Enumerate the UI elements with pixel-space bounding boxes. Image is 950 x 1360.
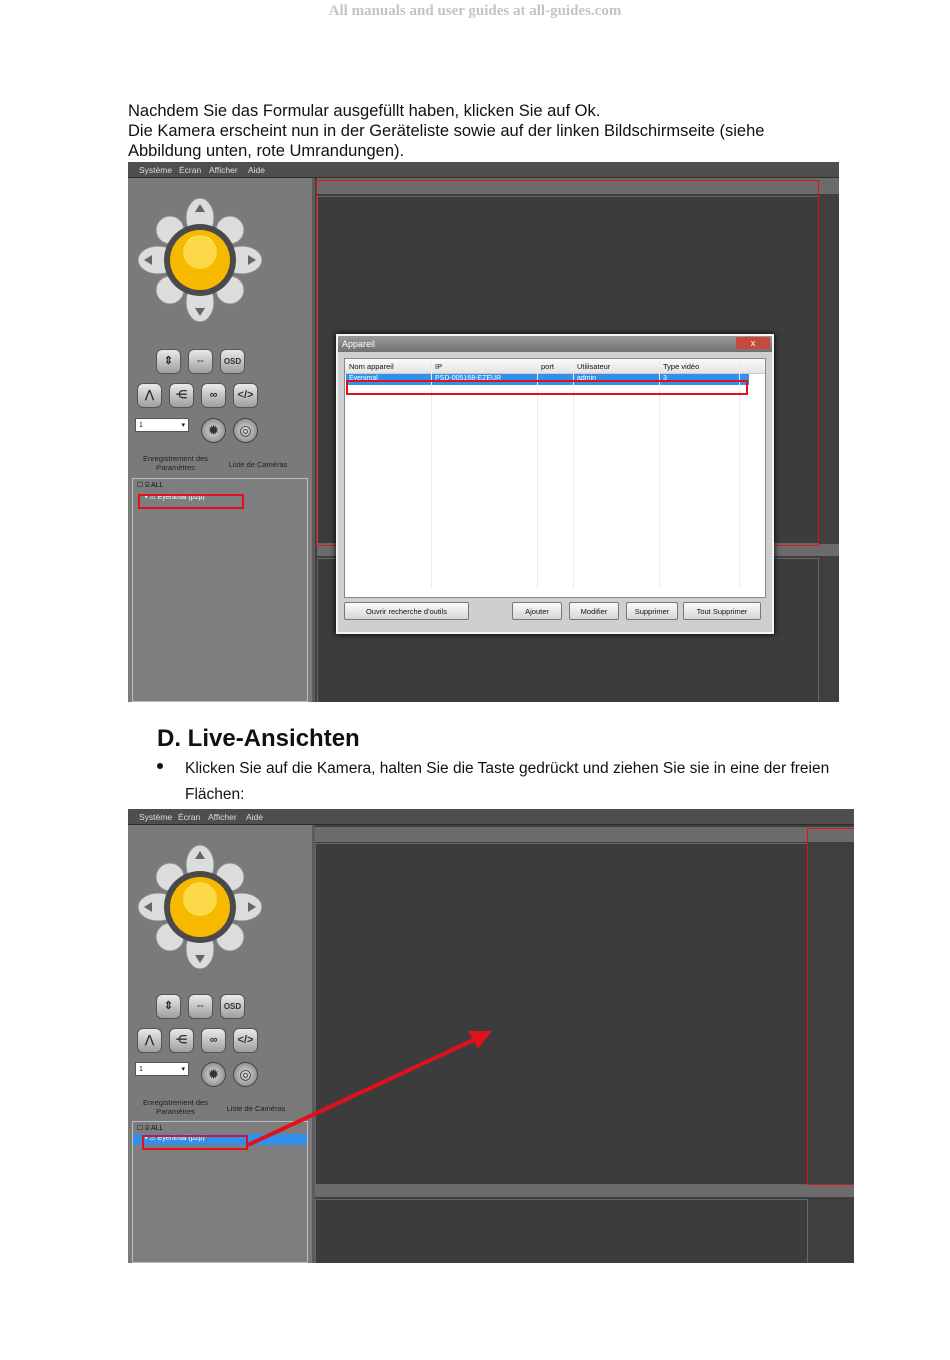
intro-line: Nachdem Sie das Formular ausgefüllt haben, klicken Sie auf Ok. — [128, 102, 601, 120]
control-panel — [128, 178, 315, 702]
gear-icon[interactable]: ✹ — [201, 418, 226, 443]
tree-item-camera[interactable]: ▪ ⚠ Eyenimal (p2p) — [145, 1135, 205, 1142]
table-header — [345, 359, 765, 374]
table-cell: Eyenimal — [349, 375, 378, 382]
menu-item-aide[interactable]: Aide — [246, 812, 264, 822]
section-heading: D. Live-Ansichten — [157, 725, 360, 752]
menu-item-afficher[interactable]: Afficher — [209, 165, 238, 175]
tilt-button[interactable]: ⇕ — [156, 349, 181, 374]
zoom-out-button[interactable]: ⋲ — [169, 383, 194, 408]
menu-bar — [128, 162, 839, 178]
column-header[interactable]: Nom appareil — [349, 362, 394, 371]
screenshot-device-list — [128, 162, 839, 702]
bullet-icon — [157, 763, 163, 769]
record-icon[interactable]: ◎ — [233, 1062, 258, 1087]
intro-line: Die Kamera erscheint nun in der Geräteliste sowie auf der linken Bildschirmseite (siehe — [128, 122, 765, 140]
dialog-title: Appareil — [338, 336, 772, 352]
intro-text — [128, 101, 848, 161]
zoom-in-button[interactable]: ⋀ — [137, 1028, 162, 1053]
tree-item-all[interactable]: ☐ ⌸ ALL — [137, 482, 164, 489]
tilt-button[interactable]: ⇕ — [156, 994, 181, 1019]
ptz-joystick-icon[interactable] — [138, 198, 262, 322]
menu-item-aide[interactable]: Aide — [248, 165, 266, 175]
loop-button[interactable]: ∞ — [201, 1028, 226, 1053]
tab-settings[interactable]: Enregistrement des Paramètres — [142, 1098, 209, 1116]
pan-button[interactable]: ⇔ — [188, 994, 213, 1019]
highlight-box — [138, 494, 244, 509]
menu-item-ecran[interactable]: Écran — [179, 165, 202, 175]
modify-button[interactable]: Modifier — [569, 602, 619, 620]
highlight-box — [346, 380, 748, 395]
device-dialog — [336, 334, 774, 634]
table-cell: PSD-005168-EZEUR — [435, 375, 502, 382]
tree-item-camera[interactable]: ▪ ⚠ Eyenimal (p2p) — [145, 494, 205, 501]
close-icon[interactable]: x — [736, 337, 770, 349]
delete-all-button[interactable]: Tout Supprimer — [683, 602, 761, 620]
focus-button[interactable]: </> — [233, 383, 258, 408]
osd-button[interactable]: OSD — [220, 994, 245, 1019]
column-header[interactable]: Type vidéo — [663, 362, 700, 371]
column-header[interactable]: port — [541, 362, 554, 371]
drag-arrow-icon — [128, 809, 854, 1263]
column-header[interactable]: Utilisateur — [577, 362, 611, 371]
table-cell: 3 — [663, 375, 667, 382]
screenshot-live-view — [128, 809, 854, 1263]
focus-button[interactable]: </> — [233, 1028, 258, 1053]
add-button[interactable]: Ajouter — [512, 602, 562, 620]
menu-item-ecran[interactable]: Écran — [178, 812, 201, 822]
zoom-out-button[interactable]: ⋲ — [169, 1028, 194, 1053]
osd-button[interactable]: OSD — [220, 349, 245, 374]
menu-item-afficher[interactable]: Afficher — [208, 812, 237, 822]
menu-item-systeme[interactable]: Système — [139, 812, 173, 822]
loop-button[interactable]: ∞ — [201, 383, 226, 408]
intro-line: Abbildung unten, rote Umrandungen). — [128, 142, 405, 160]
column-header[interactable]: IP — [435, 362, 443, 371]
table-cell: admin — [577, 375, 597, 382]
channel-select[interactable]: 1 ▾ — [135, 418, 189, 432]
tab-settings[interactable]: Enregistrement des Paramètres — [142, 454, 209, 472]
camera-tree — [132, 478, 308, 702]
watermark: All manuals and user guides at all-guides.com — [328, 3, 622, 19]
gear-icon[interactable]: ✹ — [201, 1062, 226, 1087]
bullet-text: Klicken Sie auf die Kamera, halten Sie die Taste gedrückt und ziehen Sie sie in eine der freien Flächen: — [185, 760, 830, 803]
delete-button[interactable]: Supprimer — [626, 602, 678, 620]
open-search-button[interactable]: Ouvrir recherche d'outils — [344, 602, 469, 620]
tree-item-all[interactable]: ☐ ⌸ ALL — [137, 1125, 164, 1132]
zoom-in-button[interactable]: ⋀ — [137, 383, 162, 408]
channel-select[interactable]: 1 ▾ — [135, 1062, 189, 1076]
tab-cameras[interactable]: Liste de Caméras — [226, 1104, 286, 1113]
tab-cameras[interactable]: Liste de Caméras — [228, 460, 288, 469]
record-icon[interactable]: ◎ — [233, 418, 258, 443]
pan-button[interactable]: ⇔ — [188, 349, 213, 374]
menu-item-systeme[interactable]: Système — [139, 165, 173, 175]
